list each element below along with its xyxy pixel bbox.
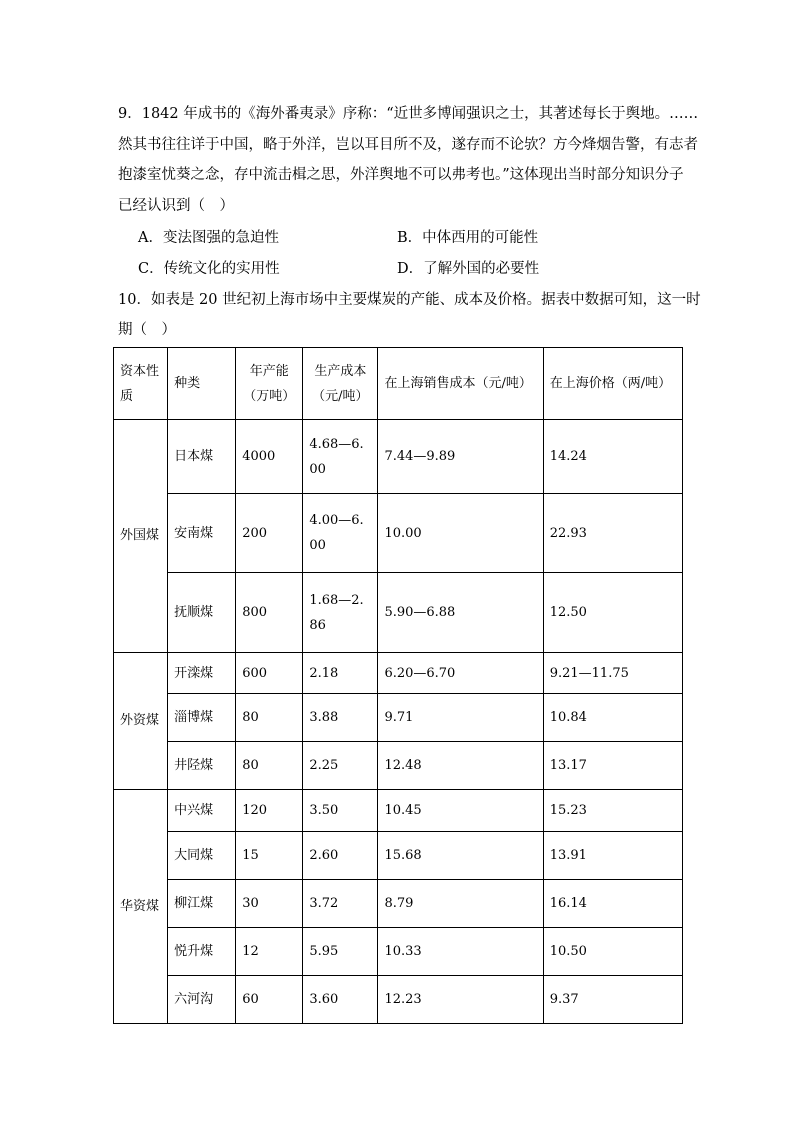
cell-capacity: 30 [236,880,303,928]
table-row [114,653,683,694]
cell-type: 井陉煤 [168,742,236,790]
q9-line-4: 已经认识到（ ） [118,198,234,214]
cell-price: 15.23 [543,790,682,832]
table-row [114,742,683,790]
header-shanghai-price: 在上海价格（两/吨） [543,348,682,420]
q9-option-c[interactable]: C．传统文化的实用性 [138,261,280,277]
cell-type: 大同煤 [168,832,236,880]
coal-table [113,347,683,1024]
header-shanghai-sales-cost: 在上海销售成本（元/吨） [378,348,543,420]
cell-price: 22.93 [543,494,682,573]
group-chinese-funded-coal: 华资煤 [114,790,168,1024]
table-row [114,573,683,653]
cell-capacity: 200 [236,494,303,573]
cell-price: 13.91 [543,832,682,880]
table-row [114,928,683,976]
cell-capacity: 12 [236,928,303,976]
cell-sales-cost: 7.44—9.89 [378,420,543,494]
cell-price: 10.50 [543,928,682,976]
cell-price: 12.50 [543,573,682,653]
header-capital-nature: 资本性质 [114,348,168,420]
cell-type: 悦升煤 [168,928,236,976]
q9-option-d[interactable]: D．了解外国的必要性 [397,261,540,277]
cell-capacity: 15 [236,832,303,880]
cell-production-cost: 2.18 [303,653,378,694]
cell-capacity: 600 [236,653,303,694]
cell-capacity: 80 [236,694,303,742]
cell-production-cost: 2.60 [303,832,378,880]
cell-capacity: 4000 [236,420,303,494]
cell-production-cost: 3.88 [303,694,378,742]
cell-capacity: 60 [236,976,303,1024]
cell-sales-cost: 15.68 [378,832,543,880]
cell-type: 淄博煤 [168,694,236,742]
cell-price: 16.14 [543,880,682,928]
cell-sales-cost: 12.48 [378,742,543,790]
cell-capacity: 80 [236,742,303,790]
cell-type: 安南煤 [168,494,236,573]
table-row [114,790,683,832]
q9-option-b[interactable]: B．中体西用的可能性 [397,230,539,246]
cell-sales-cost: 5.90—6.88 [378,573,543,653]
group-foreign-funded-coal: 外资煤 [114,653,168,790]
q10-line-2: 期（ ） [118,322,176,338]
cell-sales-cost: 10.45 [378,790,543,832]
q10-line-1: 10．如表是 20 世纪初上海市场中主要煤炭的产能、成本及价格。据表中数据可知，这一时 [118,292,701,308]
cell-price: 10.84 [543,694,682,742]
cell-production-cost: 4.00—6.00 [303,494,378,573]
cell-production-cost: 3.50 [303,790,378,832]
cell-sales-cost: 6.20—6.70 [378,653,543,694]
cell-type: 开滦煤 [168,653,236,694]
table-header-row [114,348,683,420]
table-row [114,832,683,880]
cell-price: 9.37 [543,976,682,1024]
q9-line-3: 抱漆室忧葵之念，存中流击楫之思，外洋舆地不可以弗考也。”这体现出当时部分知识分子 [118,167,684,183]
cell-type: 六河沟 [168,976,236,1024]
cell-sales-cost: 12.23 [378,976,543,1024]
cell-capacity: 800 [236,573,303,653]
cell-capacity: 120 [236,790,303,832]
cell-sales-cost: 8.79 [378,880,543,928]
cell-sales-cost: 10.00 [378,494,543,573]
cell-production-cost: 2.25 [303,742,378,790]
header-production-cost: 生产成本（元/吨） [303,348,378,420]
table-row [114,976,683,1024]
group-foreign-coal: 外国煤 [114,420,168,653]
cell-production-cost: 5.95 [303,928,378,976]
table-row [114,494,683,573]
table-row [114,694,683,742]
table-row [114,880,683,928]
cell-production-cost: 3.60 [303,976,378,1024]
cell-type: 日本煤 [168,420,236,494]
cell-type: 抚顺煤 [168,573,236,653]
cell-sales-cost: 10.33 [378,928,543,976]
q9-line-2: 然其书往往详于中国，略于外洋，岂以耳目所不及，遂存而不论欤？方今烽烟告警，有志者 [118,137,698,153]
q9-option-a[interactable]: A．变法图强的急迫性 [138,230,279,246]
header-annual-capacity: 年产能（万吨） [236,348,303,420]
q9-line-1: 9．1842 年成书的《海外番夷录》序称：“近世多博闻强识之士，其著述每长于舆地。…… [118,106,699,122]
cell-production-cost: 4.68—6.00 [303,420,378,494]
cell-type: 柳江煤 [168,880,236,928]
table-row [114,420,683,494]
cell-price: 13.17 [543,742,682,790]
cell-price: 14.24 [543,420,682,494]
cell-production-cost: 1.68—2.86 [303,573,378,653]
cell-type: 中兴煤 [168,790,236,832]
cell-price: 9.21—11.75 [543,653,682,694]
cell-sales-cost: 9.71 [378,694,543,742]
cell-production-cost: 3.72 [303,880,378,928]
header-type: 种类 [168,348,236,420]
